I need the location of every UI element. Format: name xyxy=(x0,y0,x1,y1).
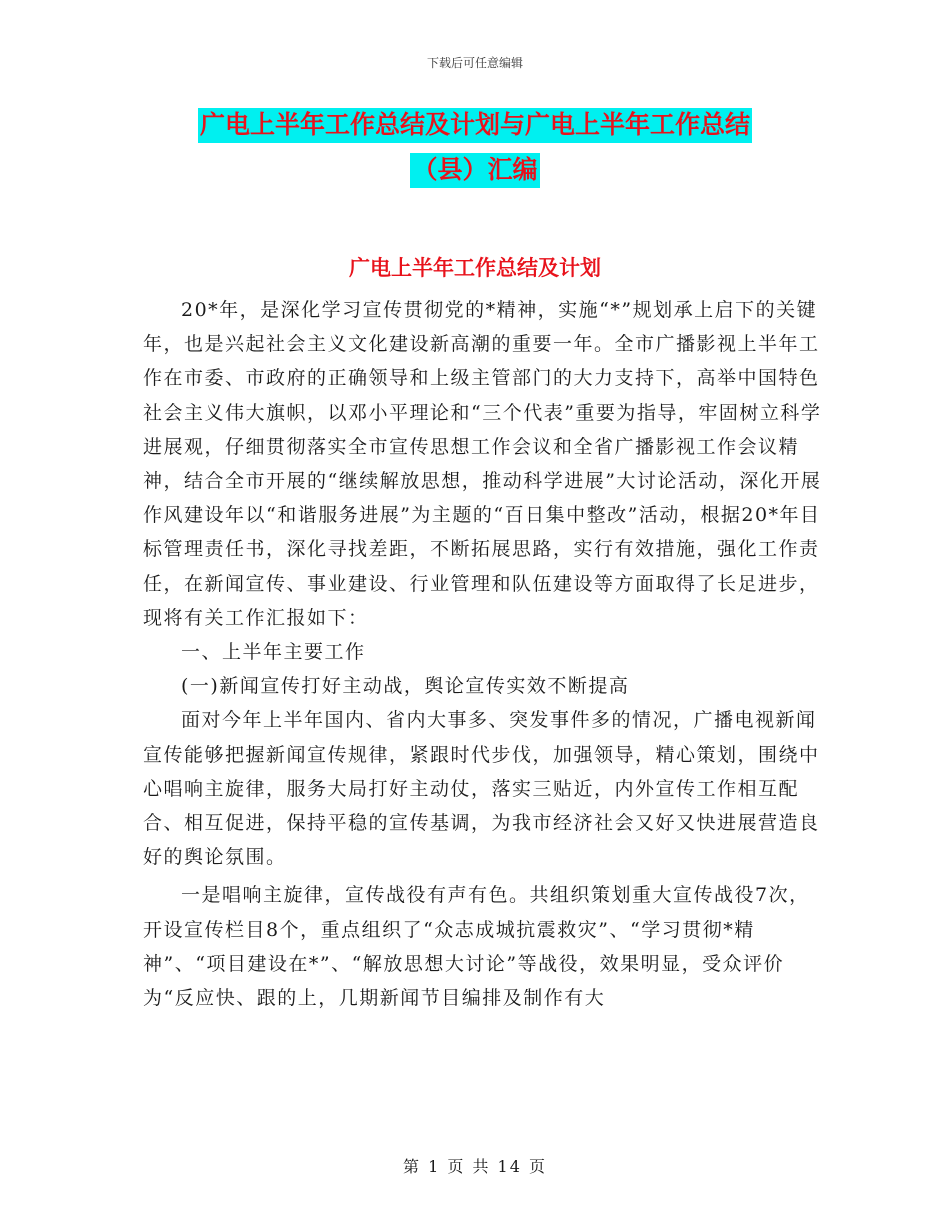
paragraph-main-theme: 一是唱响主旋律，宣传战役有声有色。共组织策划重大宣传战役7次，开设宣传栏目8个，重点组织了“众志成城抗震救灾”、“学习贯彻*精神”、“项目建设在*”、“解放思想大讨论”等战役，效果明显，受众评价为“反应快、跟的上，几期新闻节目编排及制作有大 xyxy=(143,884,810,1010)
section-title: 广电上半年工作总结及计划 xyxy=(349,255,601,280)
title-line-2-text: （县）汇编 xyxy=(410,153,539,188)
paragraph-news-overview: 面对今年上半年国内、省内大事多、突发事件多的情况，广播电视新闻宣传能够把握新闻宣传规律，紧跟时代步伐，加强领导，精心策划，围绕中心唱响主旋律，服务大局打好主动仗，落实三贴近，内外宣传工作相互配合、相互促进，保持平稳的宣传基调，为我市经济社会又好又快进展营造良好的舆论氛围。 xyxy=(143,709,820,869)
header-note: 下载后可任意编辑 xyxy=(426,56,523,70)
title-line-1-text: 广电上半年工作总结及计划与广电上半年工作总结 xyxy=(198,108,752,143)
paragraph-subheading-1: (一)新闻宣传打好主动战，舆论宣传实效不断提高 xyxy=(181,675,630,698)
paragraph-heading-1: 一、上半年主要工作 xyxy=(181,641,366,664)
page-footer: 第 1 页 共 14 页 xyxy=(403,1157,547,1176)
paragraph-intro: 20*年，是深化学习宣传贯彻党的*精神，实施“*”规划承上启下的关键年，也是兴起社会主义文化建设新高潮的重要一年。全市广播影视上半年工作在市委、市政府的正确领导和上级主管部门的大力支持下，高举中国特色社会主义伟大旗帜，以邓小平理论和“三个代表”重要为指导，牢固树立科学进展观，仔细贯彻落实全市宣传思想工作会议和全省广播影视工作会议精神，结合全市开展的“继续解放思想，推动科学进展”大讨论活动，深化开展作风建设年以“和谐服务进展”为主题的“百日集中整改”活动，根据20*年目标管理责任书，深化寻找差距，不断拓展思路，实行有效措施，强化工作责任，在新闻宣传、事业建设、行业管理和队伍建设等方面取得了长足进步，现将有关工作汇报如下： xyxy=(143,299,822,629)
document-title xyxy=(0,112,950,202)
title-line-1 xyxy=(0,112,950,137)
body-text xyxy=(143,293,823,1015)
title-line-2 xyxy=(0,157,950,182)
